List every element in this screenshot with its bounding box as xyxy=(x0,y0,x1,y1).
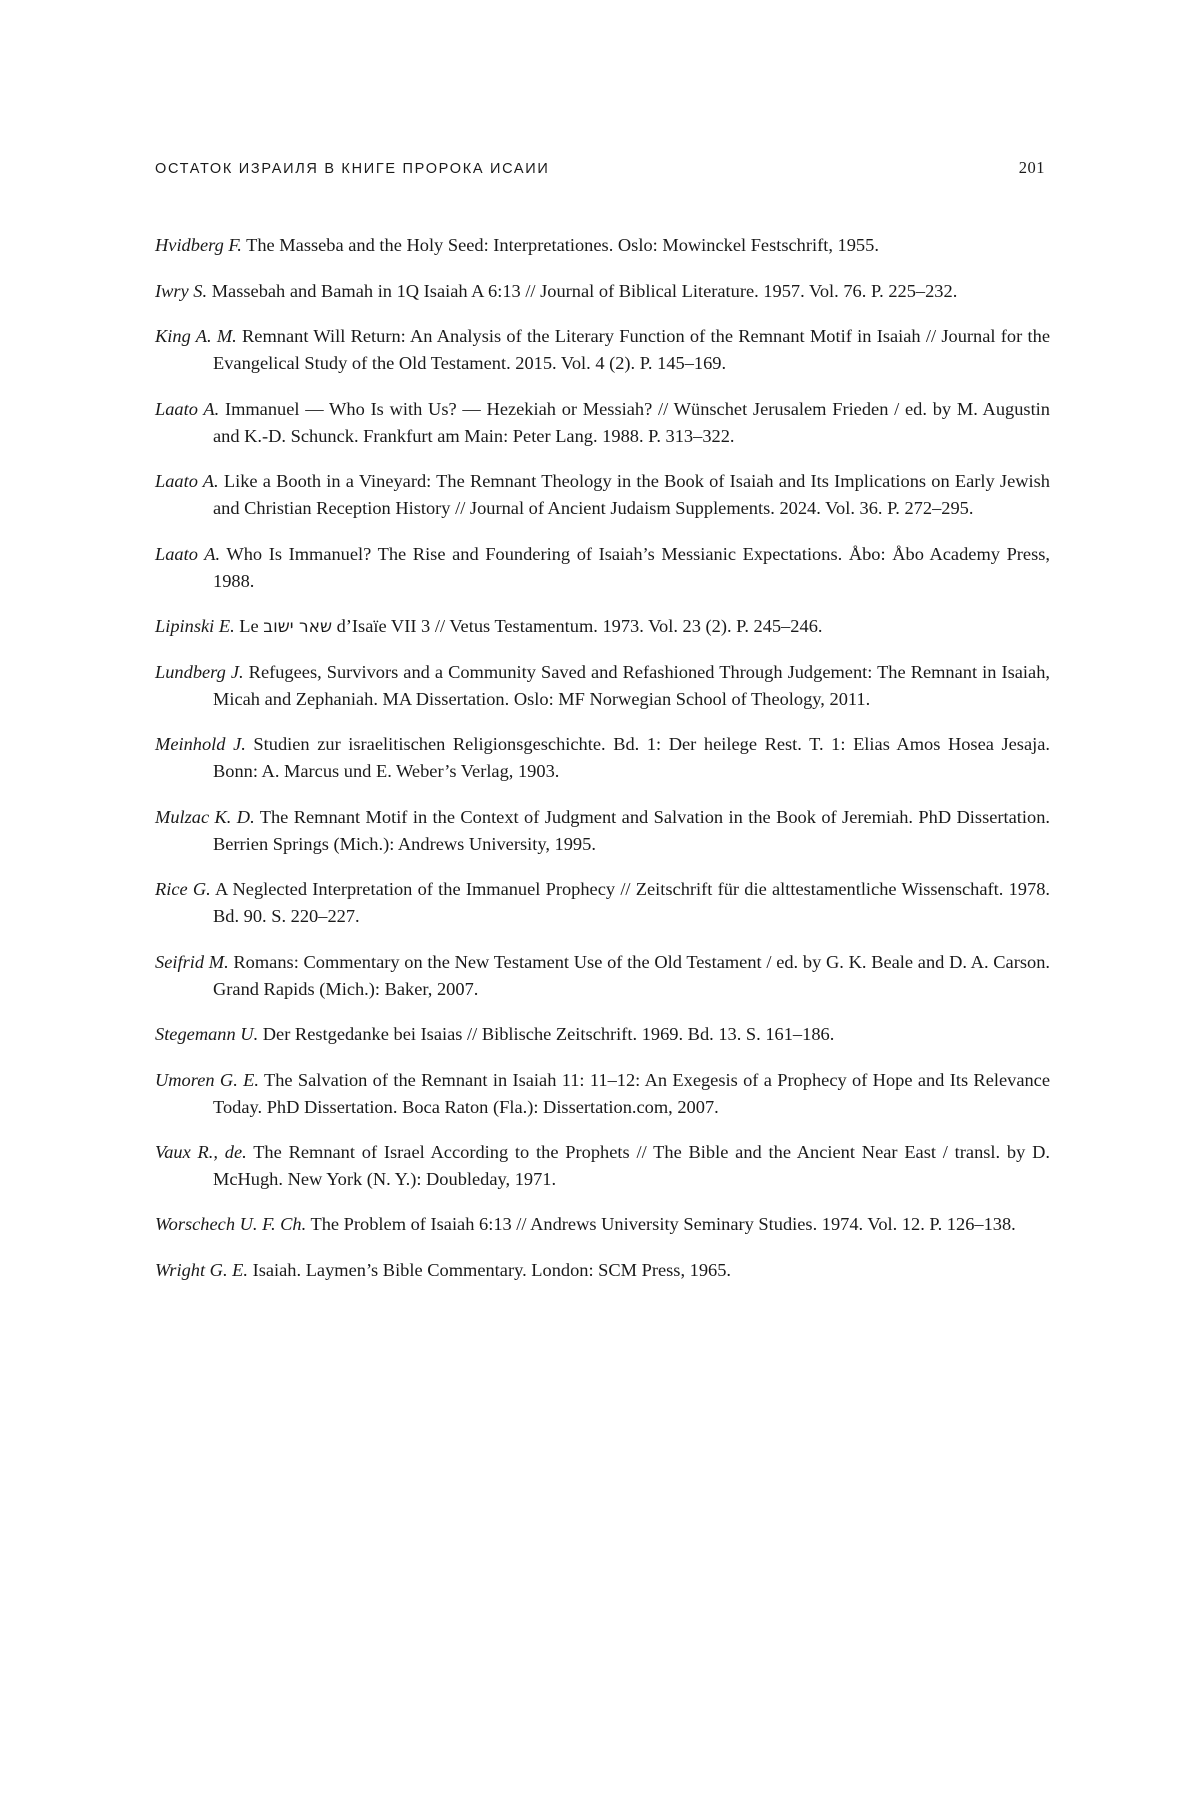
bibliography-entry xyxy=(155,1021,1050,1048)
bibliography-entry xyxy=(155,949,1050,1003)
bibliography-entry xyxy=(155,1067,1050,1121)
running-head-title: ОСТАТОК ИЗРАИЛЯ В КНИГЕ ПРОРОКА ИСАИИ xyxy=(155,161,550,177)
bibliography-entry xyxy=(155,278,1050,305)
bibliography-entry xyxy=(155,1139,1050,1193)
entry-text: Studien zur israelitischen Religionsgeschichte. Bd. 1: Der heilege Rest. T. 1: Elias Amos Hosea Jesaja. Bonn: A. Marcus und E. Weber’s Verlag, 1903. xyxy=(213,734,1051,782)
entry-author: Laato A. xyxy=(155,543,221,564)
bibliography-entry xyxy=(155,613,1050,640)
running-head xyxy=(155,158,1045,178)
entry-author: Meinhold J. xyxy=(155,734,246,755)
entry-text: Romans: Commentary on the New Testament Use of the Old Testament / ed. by G. K. Beale and D. A. Carson. Grand Rapids (Mich.): Baker, 2007. xyxy=(213,951,1050,999)
entry-author: Laato A. xyxy=(155,398,220,419)
bibliography-entry xyxy=(155,1257,1050,1284)
entry-text: The Remnant Motif in the Context of Judgment and Salvation in the Book of Jeremiah. PhD Dissertation. Berrien Springs (Mich.): Andrews University, 1995. xyxy=(213,806,1050,854)
bibliography-entry xyxy=(155,323,1050,377)
entry-text: Massebah and Bamah in 1Q Isaiah A 6:13 // Journal of Biblical Literature. 1957. Vol. 76. P. 225–232. xyxy=(207,280,958,301)
entry-text: The Salvation of the Remnant in Isaiah 11: 11–12: An Exegesis of a Prophecy of Hope and Its Relevance Today. PhD Dissertation. Boca Raton (Fla.): Dissertation.com, 2007. xyxy=(213,1069,1051,1117)
entry-author: Lundberg J. xyxy=(155,661,244,682)
entry-text: Refugees, Survivors and a Community Saved and Refashioned Through Judgement: The Remnant in Isaiah, Micah and Zephaniah. MA Dissertation. Oslo: MF Norwegian School of Theology, 2011. xyxy=(213,661,1050,709)
page-number: 201 xyxy=(1018,158,1045,177)
entry-text: Remnant Will Return: An Analysis of the Literary Function of the Remnant Motif in Isaiah // Journal for the Evangelical Study of the Old Testament. 2015. Vol. 4 (2). P. 145–169. xyxy=(213,326,1050,374)
entry-text: Who Is Immanuel? The Rise and Foundering of Isaiah’s Messianic Expectations. Åbo: Åbo Academy Press, 1988. xyxy=(213,543,1050,591)
entry-text: Like a Booth in a Vineyard: The Remnant Theology in the Book of Isaiah and Its Implications on Early Jewish and Christian Reception History // Journal of Ancient Judaism Supplements. 2024. Vol. 36. P. 272–295. xyxy=(213,471,1050,519)
bibliography-entry xyxy=(155,232,1050,259)
entry-author: Seifrid M. xyxy=(155,951,229,972)
entry-author: Worschech U. F. Ch. xyxy=(155,1214,307,1235)
entry-author: Wright G. E. xyxy=(155,1259,248,1280)
bibliography-entry xyxy=(155,876,1050,930)
entry-author: Laato A. xyxy=(155,471,219,492)
bibliography-entry xyxy=(155,659,1050,713)
entry-author: Lipinski E. xyxy=(155,616,235,637)
entry-author: Rice G. xyxy=(155,879,211,900)
bibliography-entry xyxy=(155,468,1050,522)
entry-text: The Remnant of Israel According to the Prophets // The Bible and the Ancient Near East / transl. by D. McHugh. New York (N. Y.): Doubleday, 1971. xyxy=(213,1141,1050,1190)
bibliography-entry xyxy=(155,1211,1050,1238)
entry-text: Der Restgedanke bei Isaias // Biblische Zeitschrift. 1969. Bd. 13. S. 161–186. xyxy=(258,1024,835,1045)
entry-text: The Masseba and the Holy Seed: Interpretationes. Oslo: Mowinckel Festschrift, 1955. xyxy=(241,235,879,256)
entry-author: Umoren G. E. xyxy=(155,1069,259,1090)
hebrew-phrase: שאר ישוב xyxy=(263,617,333,638)
entry-text: The Problem of Isaiah 6:13 // Andrews University Seminary Studies. 1974. Vol. 12. P. 126–138. xyxy=(306,1214,1016,1235)
entry-text: A Neglected Interpretation of the Immanuel Prophecy // Zeitschrift für die alttestamentliche Wissenschaft. 1978. Bd. 90. S. 220–227. xyxy=(210,879,1050,927)
bibliography-entry xyxy=(155,396,1050,450)
entry-text: Immanuel — Who Is with Us? — Hezekiah or Messiah? // Wünschet Jerusalem Frieden / ed. by M. Augustin and K.-D. Schunck. Frankfurt am Main: Peter Lang. 1988. P. 313–322. xyxy=(213,398,1050,446)
entry-author: Stegemann U. xyxy=(155,1024,259,1045)
entry-author: Hvidberg F. xyxy=(155,235,242,256)
entry-author: Iwry S. xyxy=(155,280,208,301)
entry-author: Mulzac K. D. xyxy=(155,806,255,827)
bibliography-list xyxy=(155,214,1050,1284)
entry-text: Isaiah. Laymen’s Bible Commentary. London: SCM Press, 1965. xyxy=(247,1259,732,1280)
bibliography-entry xyxy=(155,804,1050,858)
bibliography-entry xyxy=(155,541,1050,595)
entry-author: Vaux R., de. xyxy=(155,1141,247,1162)
entry-author: King A. M. xyxy=(155,326,237,347)
bibliography-entry xyxy=(155,731,1050,785)
entry-text: Le שאר ישוב d’Isaïe VII 3 // Vetus Testamentum. 1973. Vol. 23 (2). P. 245–246. xyxy=(234,616,823,638)
